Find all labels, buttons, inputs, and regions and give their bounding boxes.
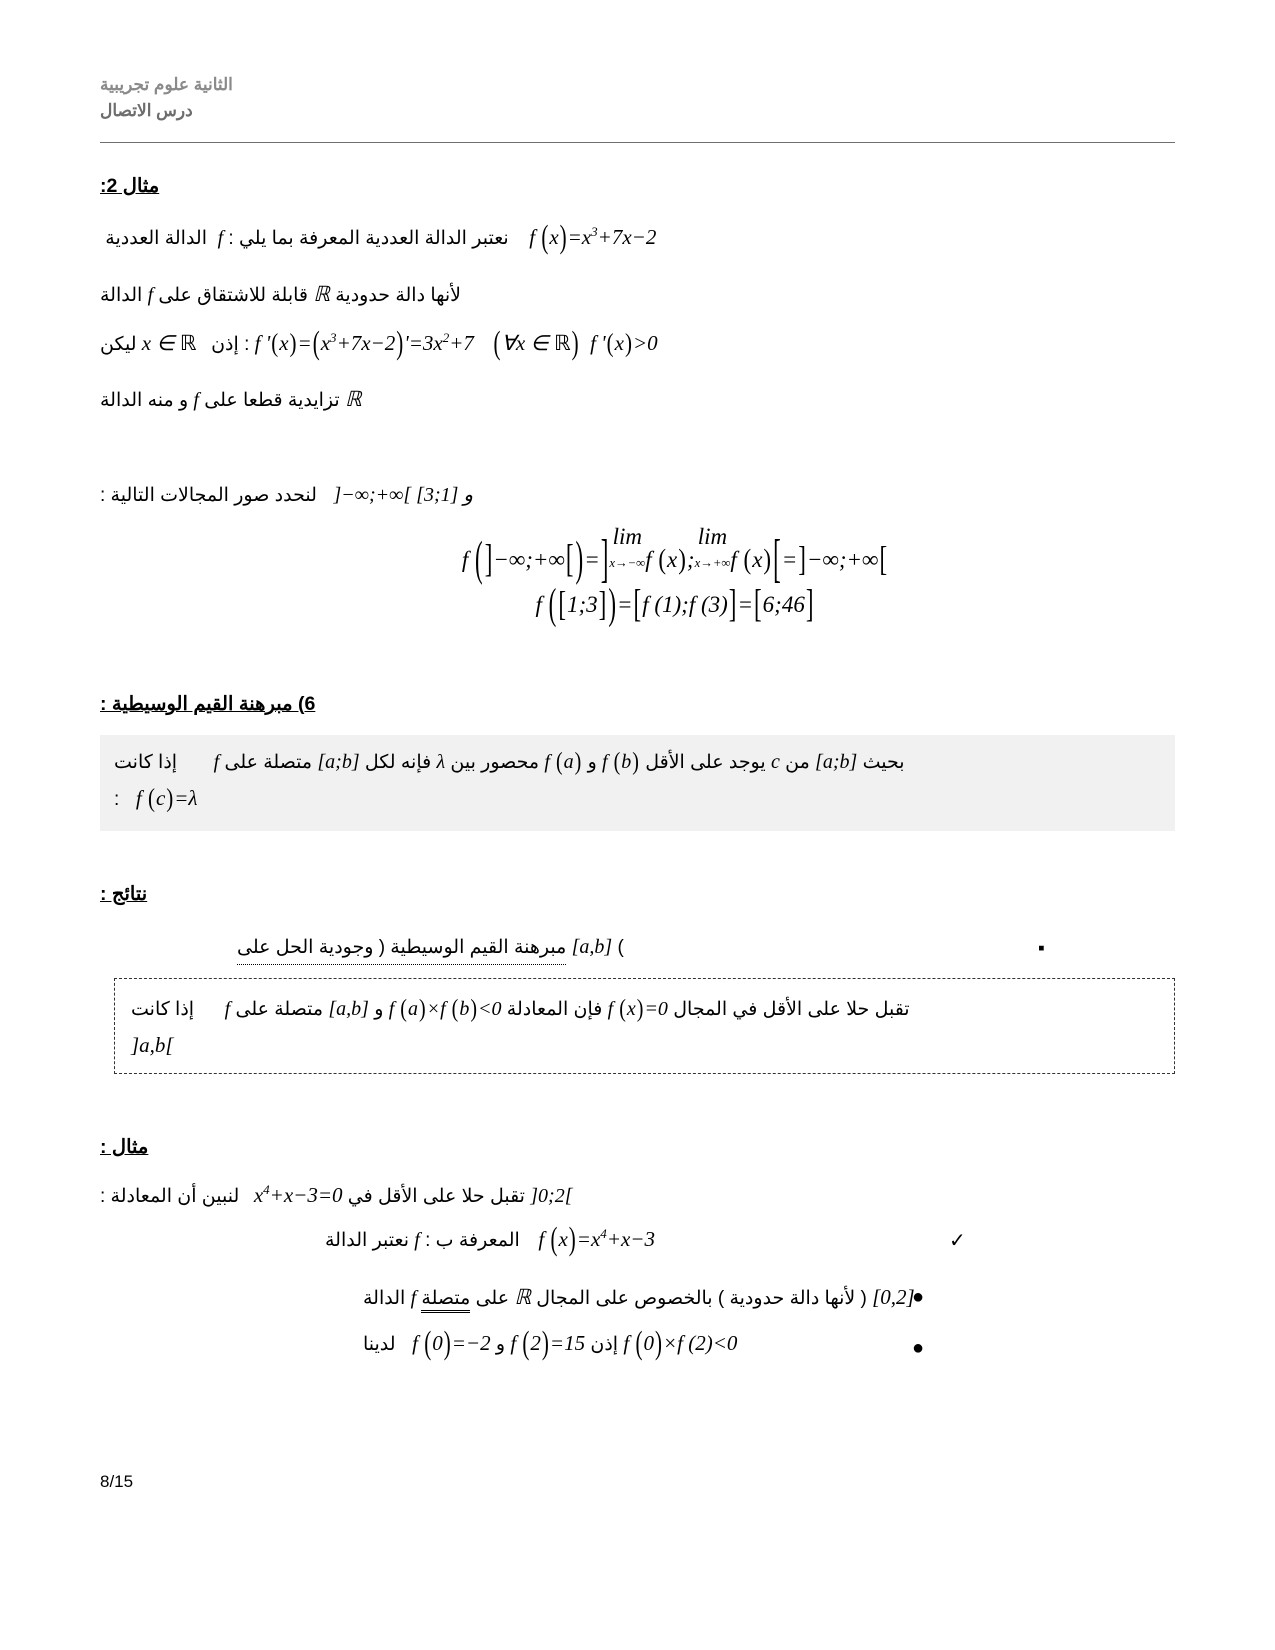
ivt-a-text: إذا كانت xyxy=(114,752,178,773)
example3-line1-a: لنبين أن المعادلة : xyxy=(100,1186,240,1207)
example3-fx: f $(x)=x^4+x-3$ xyxy=(538,1219,655,1258)
example2-line3-conclusion: (∀x ∈ ℝ) f '(x)>0 xyxy=(493,323,658,362)
example2-title: مثال 2: xyxy=(100,175,160,197)
results-bullet1-close: ) xyxy=(617,937,624,958)
dashbox-line2 xyxy=(131,1027,1158,1065)
example2-line3-derivative: f '$(x)=(x^3+7x-2)'=3x^2+7$ xyxy=(254,323,474,362)
ivt-ab2: [a;b] xyxy=(815,751,858,773)
example2-line1 xyxy=(100,217,1175,256)
example2-line1-formula: f $(x)=x^3+7x-2$ xyxy=(529,217,657,256)
example3-check-f: f xyxy=(414,1229,420,1251)
example2-line2-f: f xyxy=(147,284,154,306)
ivt-g: بحيث xyxy=(862,752,905,773)
example2-line4 xyxy=(100,384,1175,416)
dash-open-ab: ]a,b[ xyxy=(131,1033,174,1058)
dash-cond: f (a)×f (b)<0 xyxy=(388,995,502,1023)
example2-line3-b: : إذن xyxy=(211,334,250,355)
ivt-lambda: λ xyxy=(436,751,446,773)
header-divider xyxy=(100,142,1175,143)
ivt-f: f xyxy=(213,751,220,773)
example2-line4-b: تزايدية قطعا على xyxy=(204,390,340,411)
example3-b1-cont: متصلة xyxy=(421,1289,470,1313)
example2-line2-b: قابلة للاشتقاق على xyxy=(158,285,309,306)
ivt-d: محصور بين xyxy=(450,752,540,773)
page-number: 8/15 xyxy=(100,1472,134,1491)
example2-equation-1: f (]−∞;+∞[)=] lim x→−∞f (x);lim x→+∞f (x)[=]−∞;+∞[ xyxy=(461,524,888,588)
example2-line4-a: و منه الدالة xyxy=(100,390,189,411)
dash-and: و xyxy=(374,999,384,1020)
example2-line2-R: ℝ xyxy=(313,282,330,306)
results-bullet1-text: مبرهنة القيم الوسيطية ( وجودية الحل على xyxy=(237,934,566,965)
example2-line3 xyxy=(100,323,1175,362)
example3-interval: ]0;2[ xyxy=(530,1185,573,1207)
example3-check-b: المعرفة ب : xyxy=(425,1230,520,1251)
example2-line5-sets: ]−∞;+∞[ و [1;3] xyxy=(333,484,474,506)
ivt-statement-line2: f (c)=λ : xyxy=(114,782,198,813)
square-bullet-icon: ▪ xyxy=(1038,938,1045,959)
ivt-fa: f (a) xyxy=(544,748,582,776)
ivt-ab: [a;b] xyxy=(317,751,360,773)
example3-bullet-2 xyxy=(363,1323,1175,1362)
check-icon: ✓ xyxy=(949,1230,966,1252)
example3-b1-R: ℝ xyxy=(514,1285,531,1309)
header-line-1: الثانية علوم تجريبية xyxy=(100,75,233,94)
dot-bullet-icon-2: ● xyxy=(912,1337,925,1359)
results-title: نتائج : xyxy=(100,883,148,905)
example2-line1-f: f xyxy=(217,227,224,249)
example2-line4-f: f xyxy=(193,389,199,411)
intermediate-value-theorem-box xyxy=(100,735,1175,831)
example3-b1-a: الدالة xyxy=(363,1288,406,1309)
example3-eq: $x^4+x-3=0$ xyxy=(253,1182,343,1207)
example3-b1-f: f xyxy=(410,1287,417,1309)
example3-b1-reason: ( لأنها دالة حدودية ) بالخصوص على المجال xyxy=(536,1288,867,1309)
solution-existence-box xyxy=(114,978,1175,1074)
example3-line1 xyxy=(100,1180,1175,1212)
example2-line2-a: الدالة xyxy=(100,285,143,306)
example2-line1-text-b: الدالة العددية xyxy=(100,228,213,249)
results-bullet1-interval: [a,b] xyxy=(571,936,613,958)
example2-line2-c: لأنها دالة حدودية xyxy=(335,285,461,306)
example3-b1-interval: [0,2] xyxy=(872,1285,915,1309)
ivt-fb: f (b) xyxy=(602,748,639,776)
ivt-and: و xyxy=(587,752,597,773)
header-line-2: درس الاتصال xyxy=(100,101,193,121)
ivt-c: c xyxy=(770,751,780,773)
dash-b: متصلة على xyxy=(235,999,324,1020)
ivt-c-text: فإنه لكل xyxy=(364,752,432,773)
page-header xyxy=(100,72,1175,125)
example3-b2-f0: f (0)=−2 xyxy=(412,1323,491,1362)
example2-line3-a: ليكن xyxy=(100,334,137,355)
example3-bullet-1 xyxy=(363,1282,1175,1314)
example2-line3-x: x ∈ ℝ xyxy=(141,331,197,355)
example2-line5-text: لنحدد صور المجالات التالية : xyxy=(100,485,317,506)
dot-bullet-icon-1: ● xyxy=(912,1286,925,1308)
example3-b2-f2: f (2)=15 xyxy=(510,1323,586,1362)
dash-a: إذا كانت xyxy=(131,999,195,1020)
dashbox-line1 xyxy=(131,991,1158,1027)
example3-line1-b: تقبل حلا على الأقل في xyxy=(347,1186,525,1207)
ivt-e: يوجد على الأقل xyxy=(645,752,766,773)
example3-b2-and: و xyxy=(495,1334,506,1355)
ivt-b-text: متصلة على xyxy=(224,752,313,773)
ivt-f-text: من xyxy=(785,752,810,773)
example3-b2-a: لدينا xyxy=(363,1334,396,1355)
section6-title: 6) مبرهنة القيم الوسيطية : xyxy=(100,693,316,715)
results-bullet-1 xyxy=(237,932,1175,965)
example2-line5 xyxy=(100,480,1175,511)
ivt-statement-line1 xyxy=(114,745,1161,780)
dash-eq: f (x)=0 xyxy=(607,995,668,1023)
dash-ab: [a,b] xyxy=(328,998,369,1020)
example3-b1-on: على xyxy=(475,1288,510,1309)
example3-check-line xyxy=(325,1219,1175,1258)
example2-line1-text: نعتبر الدالة العددية المعرفة بما يلي : xyxy=(228,228,509,249)
example3-b2-then: إذن xyxy=(590,1334,619,1355)
example3-check-a: نعتبر الدالة xyxy=(325,1230,409,1251)
example2-equation-2: f ([1;3])=[f (1);f (3)]=[6;46] xyxy=(535,580,814,628)
example3-title: مثال : xyxy=(100,1136,149,1158)
dash-c: فإن المعادلة xyxy=(506,999,603,1020)
example3-b2-prod: f (0)×f (2)<0 xyxy=(623,1323,738,1362)
example2-line2 xyxy=(100,279,1175,311)
dash-d: تقبل حلا على الأقل في المجال xyxy=(673,999,910,1020)
example2-line4-R: ℝ xyxy=(344,387,362,411)
dash-f: f xyxy=(224,998,231,1020)
